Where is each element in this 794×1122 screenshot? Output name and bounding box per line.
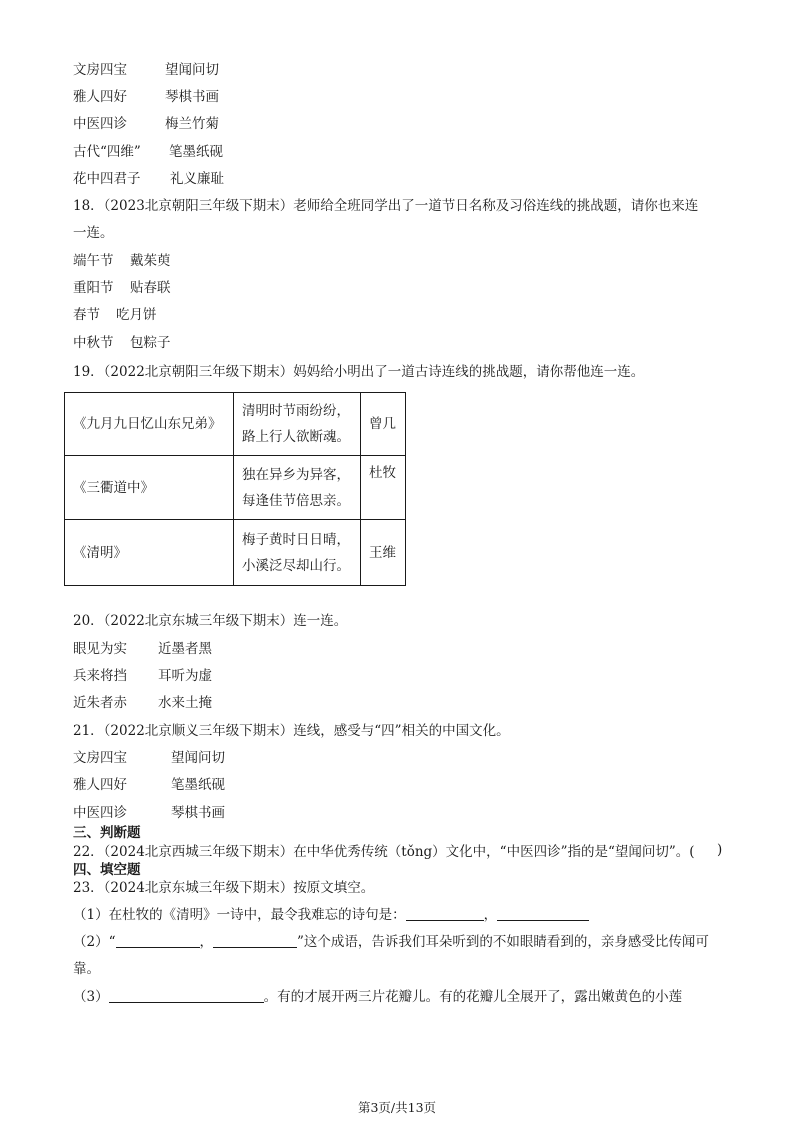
question-18-text: 18．（2023北京朝阳三年级下期末）老师给全班同学出了一道节日名称及习俗连线的挑战题，请你也来连 (73, 198, 699, 214)
question-19-text: 19．（2022北京朝阳三年级下期末）妈妈给小明出了一道古诗连线的挑战题，请你帮他连一连。 (73, 364, 645, 380)
match-left: 中医四诊 (73, 805, 127, 821)
verse-line: 清明时节雨纷纷， (242, 403, 350, 419)
match-row (73, 114, 219, 134)
match-right: 耳听为虚 (158, 668, 212, 684)
match-right: 戴茱萸 (130, 253, 171, 269)
match-row (73, 278, 171, 298)
poem-poet: 曾几 (361, 393, 406, 456)
match-row (73, 60, 219, 80)
answer-blank[interactable] (406, 906, 484, 921)
poem-title: 《清明》 (65, 520, 234, 586)
question-23-text: 23．（2024北京东城三年级下期末）按原文填空。 (73, 880, 375, 896)
section-heading: 四、填空题 (73, 862, 141, 878)
poem-verse (234, 520, 361, 586)
fill-sep: ， (483, 907, 498, 923)
match-row (73, 333, 171, 353)
question-22-text: 22．（2024北京西城三年级下期末）在中华优秀传统（tǒng）文化中，“中医四诊”指的是“望闻问切”。( (73, 844, 695, 860)
match-left: 眼见为实 (73, 641, 127, 657)
poem-verse (234, 393, 361, 456)
verse-line: 小溪泛尽却山行。 (242, 557, 350, 574)
match-row (73, 748, 225, 768)
poem-poet: 王维 (361, 520, 406, 586)
poem-title: 《三衢道中》 (65, 456, 234, 520)
fill-prefix: （2）“ (73, 934, 116, 950)
match-row (73, 169, 224, 189)
verse-line: 独在异乡为异客， (242, 466, 350, 483)
match-left: 重阳节 (73, 280, 114, 296)
match-left: 文房四宝 (73, 62, 127, 78)
answer-blank[interactable] (109, 988, 264, 1003)
answer-blank[interactable] (116, 933, 200, 948)
match-left: 中秋节 (73, 335, 114, 351)
fill-item-2-cont: 靠。 (73, 961, 100, 977)
match-row (73, 666, 212, 686)
match-row (73, 305, 157, 325)
fill-suffix: 。有的才展开两三片花瓣儿。有的花瓣儿全展开了，露出嫩黄色的小莲 (263, 989, 683, 1005)
fill-item-1 (73, 905, 589, 925)
match-right: 梅兰竹菊 (165, 116, 219, 132)
match-left: 春节 (73, 307, 100, 323)
table-row (65, 393, 406, 456)
match-right: 吃月饼 (116, 307, 157, 323)
verse-line: 每逢佳节倍思亲。 (242, 492, 350, 509)
fill-sep: ， (199, 934, 213, 950)
match-right: 笔墨纸砚 (171, 777, 225, 793)
poem-verse (234, 456, 361, 520)
poem-match-table (64, 392, 406, 586)
table-row (65, 456, 406, 520)
match-left: 花中四君子 (73, 171, 141, 187)
match-left: 雅人四好 (73, 777, 127, 793)
fill-item-3 (73, 987, 682, 1007)
match-row (73, 693, 212, 713)
fill-suffix: ”这个成语，告诉我们耳朵听到的不如眼睛看到的，亲身感受比传闻可 (297, 934, 709, 950)
table-row (65, 520, 406, 586)
question-21-text: 21．（2022北京顺义三年级下期末）连线，感受与“四”相关的中国文化。 (73, 723, 510, 739)
match-left: 中医四诊 (73, 116, 127, 132)
match-row (73, 775, 225, 795)
match-right: 水来土掩 (158, 695, 212, 711)
match-row (73, 142, 223, 162)
verse-line: 梅子黄时日日晴， (242, 531, 350, 548)
match-left: 雅人四好 (73, 89, 127, 105)
fill-prefix: （1）在杜牧的《清明》一诗中，最令我难忘的诗句是： (73, 907, 406, 923)
match-right: 笔墨纸砚 (169, 144, 223, 160)
match-left: 近朱者赤 (73, 695, 127, 711)
answer-blank[interactable] (213, 933, 297, 948)
match-left: 端午节 (73, 253, 114, 269)
page-number: 第3页/共13页 (357, 1100, 437, 1115)
match-left: 古代“四维” (73, 144, 141, 160)
match-right: 礼义廉耻 (170, 171, 224, 187)
match-right: 包粽子 (130, 335, 171, 351)
fill-item-2 (73, 932, 709, 952)
poem-poet: 杜牧 (361, 456, 406, 520)
match-left: 文房四宝 (73, 750, 127, 766)
section-heading: 三、判断题 (73, 825, 141, 841)
answer-blank[interactable] (497, 906, 589, 921)
match-right: 望闻问切 (165, 62, 219, 78)
match-row (73, 87, 219, 107)
match-right: 琴棋书画 (171, 805, 225, 821)
question-18-text-cont: 一连。 (73, 225, 114, 241)
match-right: 近墨者黑 (158, 641, 212, 657)
match-row (73, 639, 212, 659)
answer-paren-close: ) (717, 842, 723, 858)
poem-title: 《九月九日忆山东兄弟》 (65, 393, 234, 456)
match-row (73, 251, 171, 271)
match-row (73, 803, 225, 823)
verse-line: 路上行人欲断魂。 (242, 429, 350, 445)
match-right: 琴棋书画 (165, 89, 219, 105)
match-left: 兵来将挡 (73, 668, 127, 684)
question-20-text: 20．（2022北京东城三年级下期末）连一连。 (73, 613, 348, 629)
fill-prefix: （3） (73, 989, 109, 1005)
match-right: 望闻问切 (171, 750, 225, 766)
match-right: 贴春联 (130, 280, 171, 296)
